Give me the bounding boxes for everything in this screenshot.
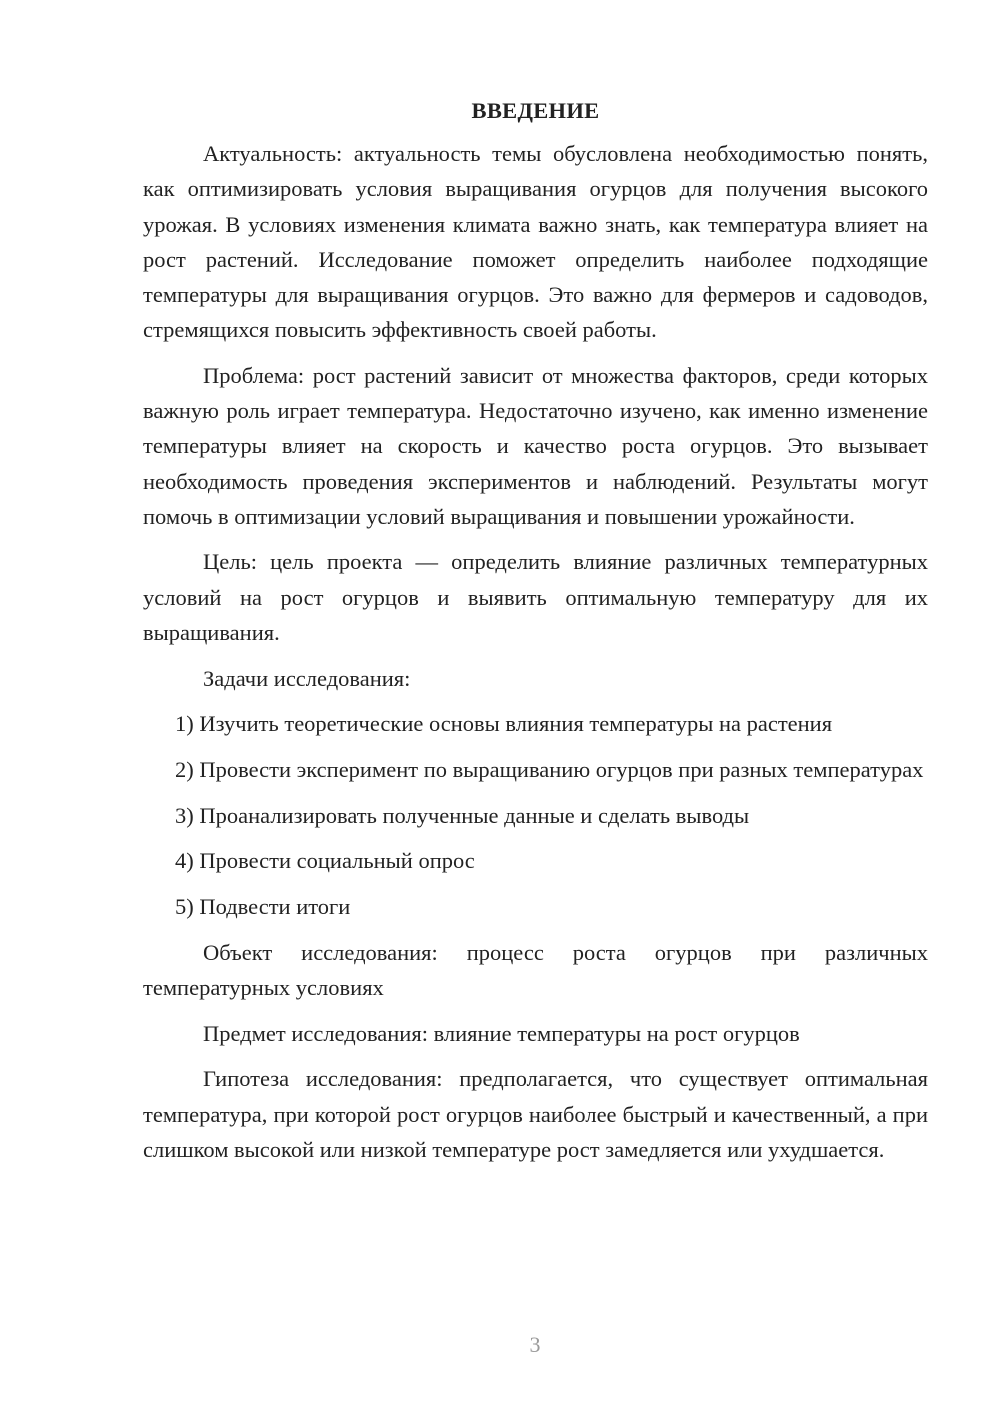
paragraph-problem: Проблема: рост растений зависит от множества факторов, среди которых важную роль играет температура. Недостаточно изучено, как именно изменение температуры влияет на скорость и качество роста огурцов. Это вызывает необходимость проведения экспериментов и наблюдений. Результаты могут помочь в оптимизации условий выращивания и повышении урожайности. bbox=[143, 362, 928, 529]
page-content bbox=[143, 93, 928, 1177]
paragraph-goal: Цель: цель проекта — определить влияние различных температурных условий на рост огурцов и выявить оптимальную температуру для их выращивания. bbox=[143, 549, 928, 645]
task-item-2: 2) Провести эксперимент по выращиванию огурцов при разных температурах bbox=[175, 756, 924, 782]
paragraph-subject: Предмет исследования: влияние температуры на рост огурцов bbox=[203, 1020, 800, 1046]
paragraph-relevance: Актуальность: актуальность темы обусловлена необходимостью понять, как оптимизировать условия выращивания огурцов для получения высокого урожая. В условиях изменения климата важно знать, как температура влияет на рост растений. Исследование поможет определить наиболее подходящие температуры для выращивания огурцов. Это важно для фермеров и садоводов, стремящихся повысить эффективность своей работы. bbox=[143, 141, 928, 343]
paragraph-object: Объект исследования: процесс роста огурцов при различных температурных условиях bbox=[143, 939, 928, 1000]
page-number: 3 bbox=[529, 1332, 541, 1357]
paragraph-hypothesis: Гипотеза исследования: предполагается, что существует оптимальная температура, при которой рост огурцов наиболее быстрый и качественный, а при слишком высокой или низкой температуре рост замедляется или ухудшается. bbox=[143, 1066, 928, 1162]
tasks-heading: Задачи исследования: bbox=[203, 665, 411, 691]
page-title: ВВЕДЕНИЕ bbox=[471, 98, 600, 123]
task-item-5: 5) Подвести итоги bbox=[175, 894, 351, 920]
task-item-4: 4) Провести социальный опрос bbox=[175, 848, 475, 874]
task-item-1: 1) Изучить теоретические основы влияния температуры на растения bbox=[175, 711, 833, 737]
task-item-3: 3) Проанализировать полученные данные и сделать выводы bbox=[175, 802, 750, 828]
